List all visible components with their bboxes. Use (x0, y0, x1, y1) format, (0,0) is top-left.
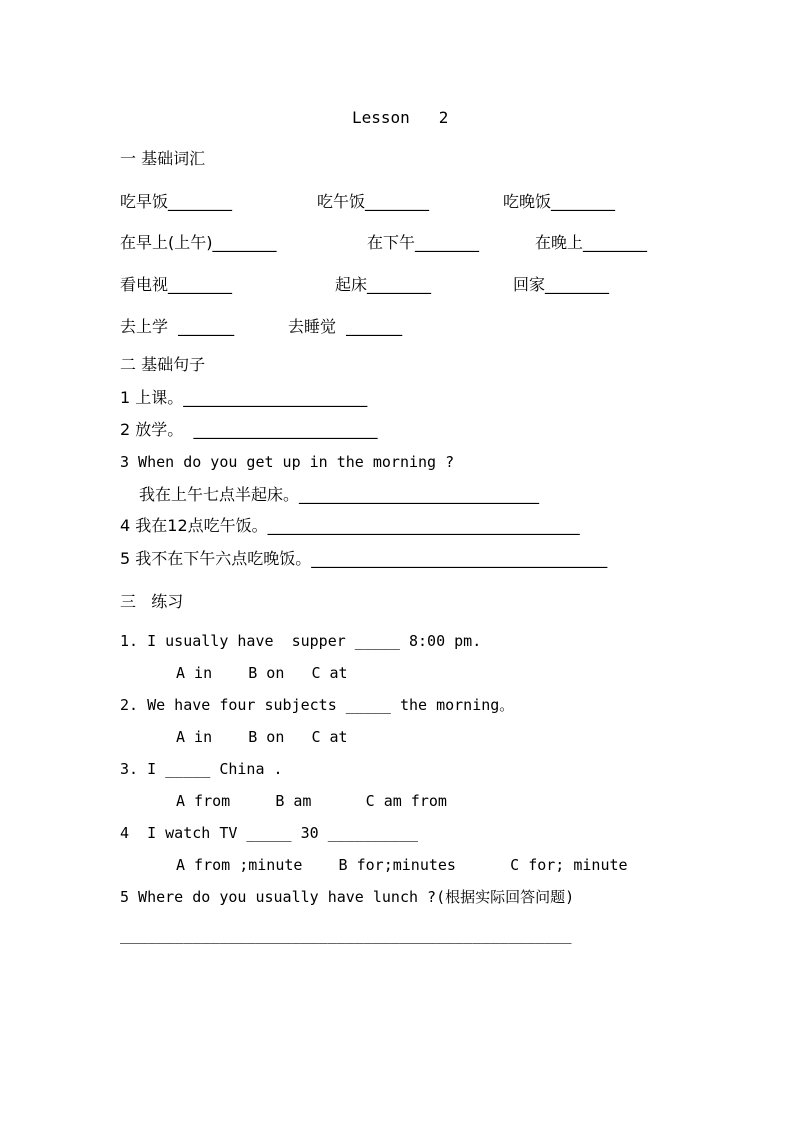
vocab-item: 吃午饭________ (317, 192, 430, 211)
sentence-item: 2 放学。 _______________________ (120, 420, 378, 439)
vocab-item: 去上学 _______ (120, 317, 235, 336)
exercise-options: A in B on C at (176, 728, 348, 746)
section1-heading: 一 基础词汇 (120, 149, 206, 168)
vocab-item: 看电视________ (120, 275, 233, 294)
exercise-options: A from ;minute B for;minutes C for; minute (176, 856, 628, 874)
exercise-question: 3. I _____ China . (120, 760, 283, 778)
sentence-item: 我在上午七点半起床。______________________________ (139, 485, 540, 504)
exercise-options: A from B am C am from (176, 792, 447, 810)
vocab-item: 去睡觉 _______ (288, 317, 403, 336)
vocab-item: 吃早饭________ (120, 192, 233, 211)
page-title: Lesson 2 (352, 108, 449, 127)
section3-heading: 三 练习 (120, 592, 184, 611)
sentence-item: 1 上课。_______________________ (120, 388, 368, 407)
exercise-question: 4 I watch TV _____ 30 __________ (120, 824, 419, 842)
vocab-item: 在下午________ (367, 233, 480, 252)
vocab-item: 吃晚饭________ (503, 192, 616, 211)
sentence-item: 5 我不在下午六点吃晚饭。_____________________________________ (120, 549, 608, 568)
sentence-item: 4 我在12点吃午饭。_______________________________________ (120, 516, 580, 535)
vocab-item: 起床________ (335, 275, 432, 294)
exercise-question: 2. We have four subjects _____ the morning。 (120, 696, 515, 714)
vocab-item: 回家________ (513, 275, 610, 294)
exercise-options: A in B on C at (176, 664, 348, 682)
vocab-item: 在早上(上午)________ (120, 233, 277, 252)
section2-heading: 二 基础句子 (120, 355, 206, 374)
vocab-item: 在晚上________ (535, 233, 648, 252)
exercise-question: 5 Where do you usually have lunch ?(根据实际回答问题) (120, 888, 575, 906)
exercise-question: 1. I usually have supper _____ 8:00 pm. (120, 632, 482, 650)
answer-line: __________________________________________________ (120, 926, 572, 944)
sentence-item: 3 When do you get up in the morning ? (120, 453, 455, 471)
